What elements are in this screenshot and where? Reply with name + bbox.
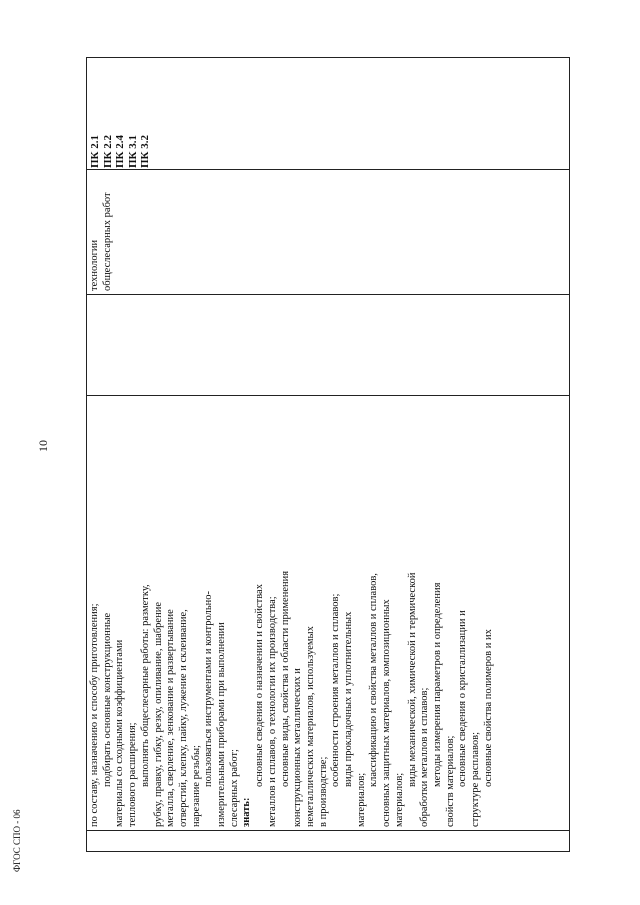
content-line: подбирать основные конструкционные bbox=[101, 612, 113, 787]
content-line: по составу, назначению и способу приготовления; bbox=[89, 603, 100, 827]
skills-knowledge-cell bbox=[89, 397, 496, 827]
content-line: основные виды, свойства и области применения bbox=[279, 570, 291, 787]
rotated-document bbox=[86, 57, 570, 852]
pk-codes-cell bbox=[89, 68, 152, 168]
pk-code: ПК 2.2 bbox=[101, 134, 114, 168]
content-line: материалов; bbox=[393, 772, 405, 827]
footer-standard-code: ФГОС СПО - 06 bbox=[12, 809, 22, 872]
pk-code: ПК 3.1 bbox=[126, 134, 139, 168]
content-line: методы измерения параметров и определения bbox=[431, 582, 443, 787]
content-line: выполнять общеслесарные работы: разметку, bbox=[139, 584, 151, 787]
technology-line: технологии bbox=[89, 239, 100, 291]
content-line: знать: bbox=[241, 797, 253, 827]
page-number: 10 bbox=[36, 440, 50, 452]
column-divider bbox=[87, 169, 569, 170]
technology-line: общеслесарных работ bbox=[101, 192, 113, 291]
content-line: особенности строения металлов и сплавов; bbox=[330, 593, 342, 787]
content-line: металла, сверление, зенкование и развертывание bbox=[165, 609, 177, 827]
content-line: нарезание резьбы; bbox=[190, 745, 202, 827]
content-line: неметаллических материалов, используемых bbox=[304, 626, 316, 827]
content-line: в производстве; bbox=[317, 756, 329, 827]
content-line: материалы со сходными коэффициентами bbox=[114, 639, 126, 827]
content-line: основных защитных материалов, композиционных bbox=[381, 599, 393, 827]
content-line: основные сведения о кристаллизации и bbox=[457, 610, 469, 787]
technology-cell bbox=[89, 173, 114, 291]
content-line: классификацию и свойства металлов и сплавов, bbox=[368, 573, 380, 787]
content-line: виды механической, химической и термической bbox=[406, 572, 418, 787]
content-line: металлов и сплавов, о технологии их производства; bbox=[266, 596, 278, 827]
pk-code: ПК 2.4 bbox=[114, 134, 126, 168]
content-line: материалов; bbox=[355, 772, 367, 827]
content-line: виды прокладочных и уплотнительных bbox=[343, 611, 355, 787]
content-line: свойств материалов; bbox=[444, 735, 456, 827]
column-divider bbox=[87, 395, 569, 396]
content-line: пользоваться инструментами и контрольно- bbox=[203, 591, 215, 787]
column-divider bbox=[87, 294, 569, 295]
content-line: основные свойства полимеров и их bbox=[482, 629, 494, 787]
content-line: теплового расширения; bbox=[127, 722, 139, 827]
competency-table bbox=[86, 57, 570, 852]
content-line: измерительными приборами при выполнении bbox=[216, 622, 228, 827]
column-divider bbox=[87, 830, 569, 831]
content-line: рубку, правку, гибку, резку, опиливание, шабрение bbox=[152, 602, 164, 827]
content-line: конструкционных металлических и bbox=[292, 668, 304, 827]
content-line: отверстий, клепку, пайку, лужение и склеивание, bbox=[177, 609, 189, 827]
content-line: основные сведения о назначении и свойствах bbox=[254, 584, 266, 787]
pk-code: ПК 3.2 bbox=[139, 134, 151, 168]
pk-code: ПК 2.1 bbox=[89, 134, 101, 168]
content-line: обработки металлов и сплавов; bbox=[419, 687, 431, 827]
content-line: слесарных работ; bbox=[228, 749, 240, 827]
content-line: структуре расплавов; bbox=[470, 731, 482, 827]
